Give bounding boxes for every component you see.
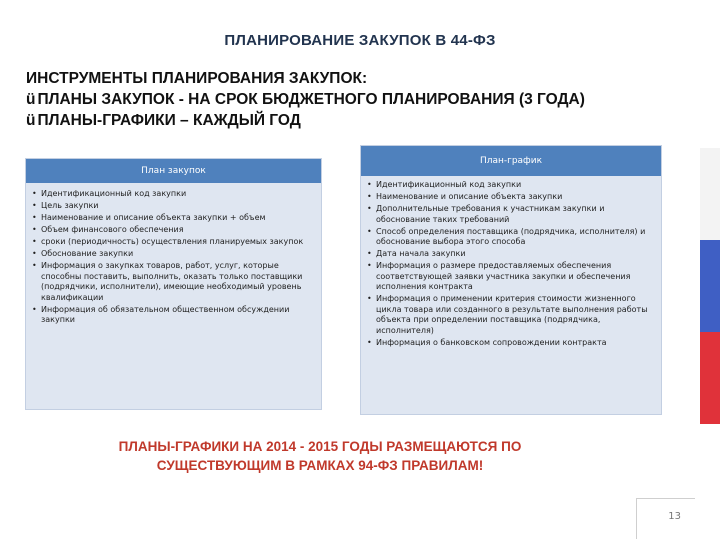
schedule-plan-header: План-график bbox=[361, 146, 661, 176]
note-line: СУЩЕСТВУЮЩИМ В РАМКАХ 94-ФЗ ПРАВИЛАМ! bbox=[156, 458, 484, 473]
list-item: • Информация о применении критерия стоимости жизненного цикла товара или созданного в результате выполнения работы объекта при определении поставщика (подрядчика, исполнителя) bbox=[367, 294, 655, 336]
flag-red-band bbox=[700, 332, 720, 424]
schedule-plan-list bbox=[361, 176, 661, 348]
intro-heading: ИНСТРУМЕНТЫ ПЛАНИРОВАНИЯ ЗАКУПОК: bbox=[26, 70, 368, 87]
intro-bullet-text: ПЛАНЫ-ГРАФИКИ – КАЖДЫЙ ГОД bbox=[37, 112, 301, 129]
list-item: • Информация о закупках товаров, работ, услуг, которые способны поставить, выполнить, оказать только поставщики (подрядчики, исполнители), имеющие необходимый уровень квалификации bbox=[32, 261, 315, 303]
intro-bullet-text: ПЛАНЫ ЗАКУПОК - НА СРОК БЮДЖЕТНОГО ПЛАНИРОВАНИЯ (3 ГОДА) bbox=[37, 91, 585, 108]
list-item: • Объем финансового обеспечения bbox=[32, 225, 315, 236]
intro-bullet bbox=[26, 89, 706, 110]
list-item: • Наименование и описание объекта закупки bbox=[367, 192, 655, 203]
schedule-plan-panel bbox=[360, 145, 662, 415]
russian-flag-stripe bbox=[700, 148, 720, 424]
list-item: • Дополнительные требования к участникам закупки и обоснование таких требований bbox=[367, 204, 655, 225]
checkmark-icon: ü bbox=[26, 91, 36, 108]
purchase-plan-list bbox=[26, 183, 321, 326]
list-item: • Цель закупки bbox=[32, 201, 315, 212]
list-item: • Информация о размере предоставляемых обеспечения соответствующей заявки участника закупки и обеспечения исполнения контракта bbox=[367, 261, 655, 293]
list-item: • Дата начала закупки bbox=[367, 249, 655, 260]
list-item: • Способ определения поставщика (подрядчика, исполнителя) и обоснование выбора этого способа bbox=[367, 227, 655, 248]
list-item: • Идентификационный код закупки bbox=[32, 189, 315, 200]
schedule-note bbox=[40, 437, 600, 475]
list-item: • Информация об обязательном общественном обсуждении закупки bbox=[32, 305, 315, 326]
intro-block bbox=[26, 68, 706, 131]
note-line: ПЛАНЫ-ГРАФИКИ НА 2014 - 2015 ГОДЫ РАЗМЕЩАЮТСЯ ПО bbox=[118, 439, 522, 454]
list-item: • Идентификационный код закупки bbox=[367, 180, 655, 191]
checkmark-icon: ü bbox=[26, 112, 36, 129]
purchase-plan-header: План закупок bbox=[26, 159, 321, 183]
intro-bullet bbox=[26, 110, 706, 131]
list-item: • Информация о банковском сопровождении контракта bbox=[367, 338, 655, 349]
list-item: • Обоснование закупки bbox=[32, 249, 315, 260]
list-item: • Наименование и описание объекта закупки + объем bbox=[32, 213, 315, 224]
list-item: • сроки (периодичность) осуществления планируемых закупок bbox=[32, 237, 315, 248]
purchase-plan-panel bbox=[25, 158, 322, 410]
flag-white-band bbox=[700, 148, 720, 240]
page-number: 13 bbox=[668, 511, 681, 522]
page-number-box bbox=[636, 498, 695, 539]
slide-title: ПЛАНИРОВАНИЕ ЗАКУПОК В 44-ФЗ bbox=[224, 32, 496, 49]
flag-blue-band bbox=[700, 240, 720, 332]
